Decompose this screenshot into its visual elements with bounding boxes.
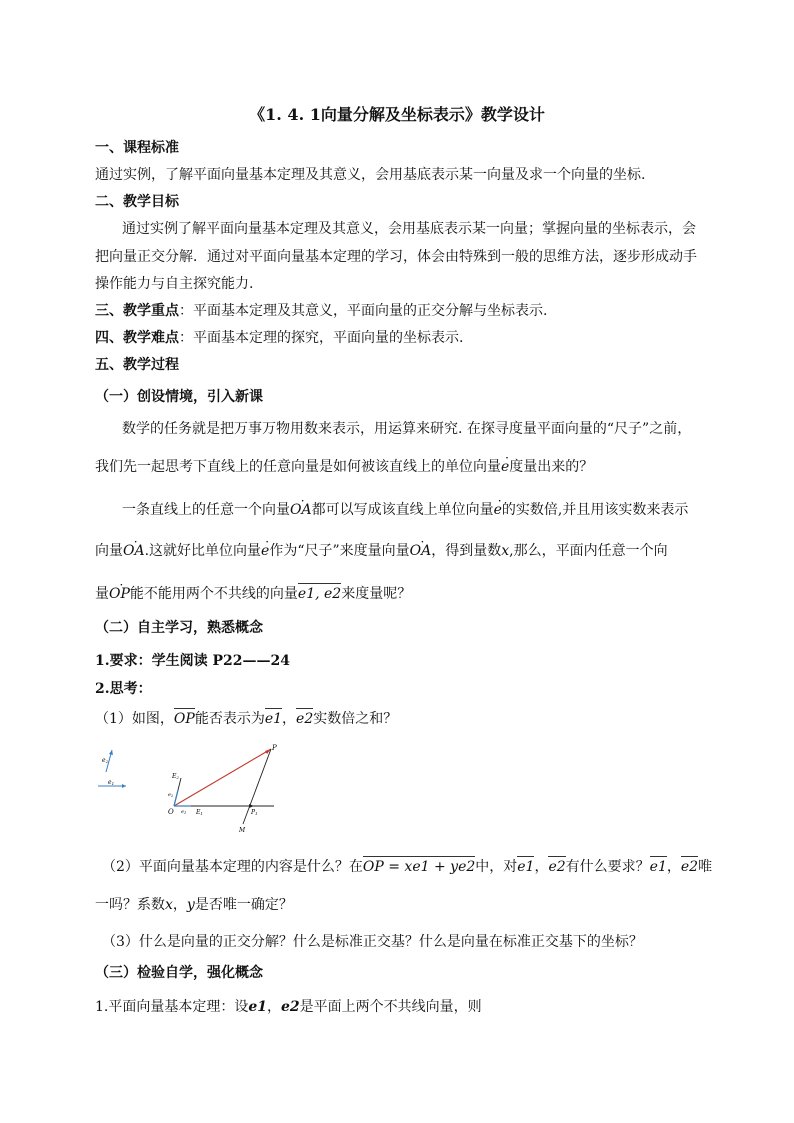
part3-heading: （三）检验自学，强化概念: [95, 965, 263, 981]
vector-e1: e1: [517, 856, 534, 876]
part2-think: 2.思考：: [95, 681, 152, 697]
vector-OA: OA ·: [123, 542, 145, 560]
part1-heading: （一）创设情境，引入新课: [95, 389, 263, 405]
vector-OP: OP ·: [109, 585, 130, 603]
label-e1-basis: $e_1$: [181, 809, 187, 815]
section-heading-course-standard: 一、课程标准: [95, 140, 179, 156]
difficulties-line: [95, 329, 715, 347]
difficulties-text: ：平面基本定理的探究，平面向量的坐标表示.: [179, 330, 464, 346]
theorem-line: 1.平面向量基本定理：设e1，e2是平面上两个不共线向量，则: [95, 999, 482, 1015]
vector-OP-line: [174, 749, 271, 806]
label-M: M: [239, 827, 246, 834]
part2-heading: （二）自主学习，熟悉概念: [95, 620, 263, 636]
unit-vector-e: e ·: [261, 542, 269, 560]
question-2a: （2）平面向量基本定理的内容是什么？在OP = xe1 + ye2中，对e1，e2有什么要求？e1，e2唯: [102, 856, 722, 876]
label-P1: P1: [251, 809, 258, 816]
question-3: （3）什么是向量的正交分解？什么是标准正交基？什么是向量在标准正交基下的坐标？: [102, 934, 643, 950]
vector-OP: OP: [174, 708, 195, 728]
label-E1: E1: [196, 809, 203, 816]
key-points-line: [95, 302, 715, 320]
vectors-e1-e2: e1, e2: [298, 583, 341, 603]
part1-paragraph-2b: 向量OA ·.这就好比单位向量e ·作为“尺子”来度量向量OA ·，得到量数x,那么，平面内任意一个向: [95, 542, 715, 560]
key-points-text: ：平面基本定理及其意义，平面向量的正交分解与坐标表示.: [179, 303, 548, 319]
section-heading-process: 五、教学过程: [95, 357, 179, 373]
basis-e2: e2: [281, 999, 300, 1015]
unit-vector-e: e ·: [494, 501, 502, 519]
label-E2: E2: [172, 773, 179, 780]
vector-e1: e1: [265, 708, 282, 728]
objectives-line-2: 把向量正交分解．通过对平面向量基本定理的学习，体会由特殊到一般的思维方法，逐步形成动手: [95, 249, 697, 265]
part1-paragraph-2c: 量OP ·能不能用两个不共线的向量e1, e2来度量呢？: [95, 583, 715, 603]
section-heading-objectives: 二、教学目标: [95, 194, 179, 210]
label-O: O: [168, 808, 174, 816]
equation-OP-decomposition: OP = xe1 + ye2: [363, 856, 475, 876]
label-e2-standalone: e2: [102, 757, 109, 764]
course-standard-text: 通过实例，了解平面向量基本定理及其意义，会用基底表示某一向量及求一个向量的坐标.: [95, 167, 646, 183]
label-P: P: [272, 744, 277, 752]
vector-decomposition-figure: [96, 742, 296, 834]
vector-OA: OA ·: [290, 501, 312, 519]
question-2b: 一吗？系数x，y是否唯一确定？: [95, 897, 293, 913]
part2-requirement: 1.要求：学生阅读 P22——24: [95, 653, 290, 669]
part1-paragraph-1a: 数学的任务就是把万事万物用数来表示，用运算来研究. 在探寻度量平面向量的“尺子”之前，: [122, 421, 692, 437]
unit-vector-e: e ·: [501, 458, 509, 476]
label-e2-basis: $e_2$: [168, 792, 174, 798]
difficulties-heading: 四、教学难点: [95, 330, 179, 346]
page-title: 《1. 4. 1向量分解及坐标表示》教学设计: [249, 105, 545, 124]
vector-e2: e2: [296, 708, 313, 728]
scalar-x: x: [165, 897, 173, 913]
part1-paragraph-1b: 我们先一起思考下直线上的任意向量是如何被该直线上的单位向量e ·度量出来的？: [95, 458, 715, 476]
part1-paragraph-2a: 一条直线上的任意一个向量OA ·都可以写成该直线上单位向量e ·的实数倍,并且用该实数来表示: [122, 501, 742, 519]
label-e1-standalone: e1: [108, 779, 115, 786]
objectives-line-1: 通过实例了解平面向量基本定理及其意义，会用基底表示某一向量；掌握向量的坐标表示，会: [122, 221, 696, 237]
vector-e2: e2: [681, 856, 698, 876]
objectives-line-3: 操作能力与自主探究能力.: [95, 276, 254, 292]
key-points-heading: 三、教学重点: [95, 303, 179, 319]
scalar-x: x: [501, 543, 510, 559]
vector-OA: OA ·: [410, 542, 432, 560]
scalar-y: y: [186, 897, 195, 913]
question-1: （1）如图，OP能否表示为e1，e2实数倍之和？: [95, 708, 715, 728]
vector-e2: e2: [548, 856, 565, 876]
basis-e1: e1: [248, 999, 268, 1015]
vector-e1: e1: [650, 856, 667, 876]
